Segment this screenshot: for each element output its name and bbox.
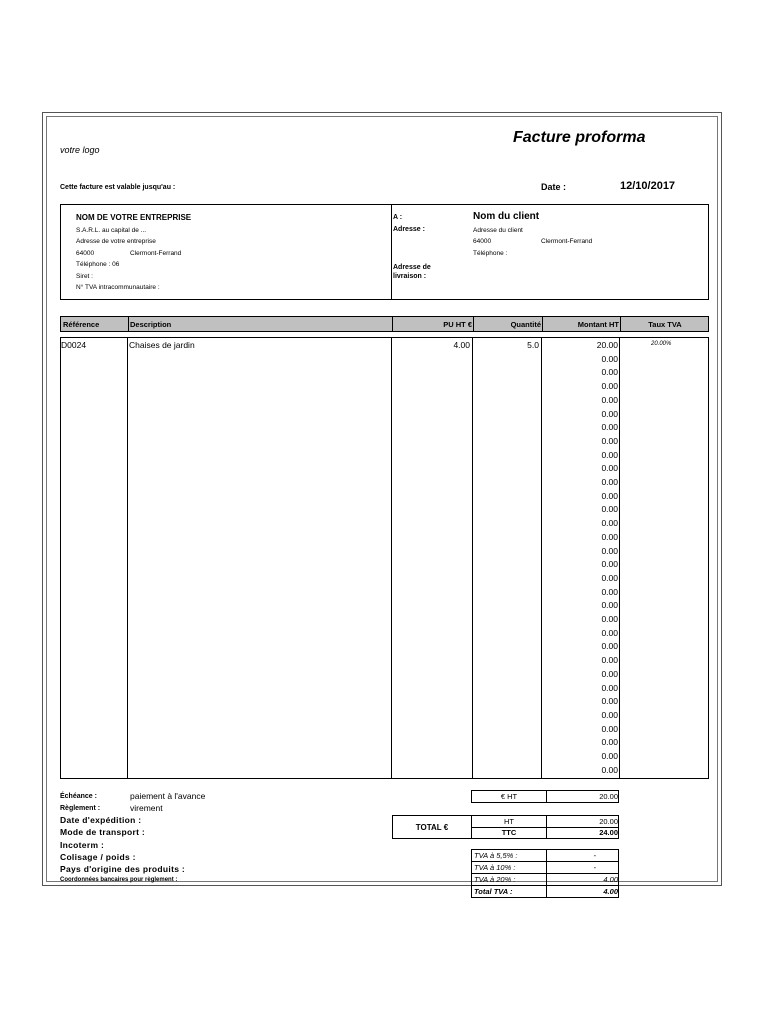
amount-cell: 0.00 [601, 600, 618, 611]
vat-20-label: TVA à 20% : [474, 875, 516, 884]
amount-cell: 0.00 [601, 518, 618, 529]
colisage-label: Colisage / poids : [60, 852, 136, 862]
amount-cell: 0.00 [601, 490, 618, 501]
client-a-label: A : [393, 214, 403, 221]
total-ht-label: HT [504, 817, 514, 826]
company-capital: S.A.R.L. au capital de ... [76, 227, 147, 234]
company-vat-number: N° TVA intracommunautaire : [76, 284, 160, 291]
transport-label: Mode de transport : [60, 827, 146, 837]
client-address: Adresse du client [473, 227, 523, 234]
reglement-label: Règlement : [60, 805, 101, 812]
total-vat-value: 4.00 [603, 887, 618, 896]
amount-cell: 0.00 [601, 504, 618, 515]
amount-cell: 0.00 [601, 394, 618, 405]
header-reference: Référence [63, 320, 100, 329]
invoice-title: Facture proforma [513, 129, 646, 146]
incoterm-label: Incoterm : [60, 840, 105, 850]
amount-cell: 0.00 [601, 531, 618, 542]
ht-summary-box [471, 790, 619, 803]
header-amount: Montant HT [577, 320, 619, 329]
vat-5-5-label: TVA à 5,5% : [474, 851, 518, 860]
column-divider [127, 337, 128, 779]
amount-cell: 0.00 [601, 723, 618, 734]
amount-cell: 0.00 [601, 641, 618, 652]
vat-5-5-value: - [593, 851, 596, 860]
address-divider [391, 204, 392, 300]
header-vat-rate: Taux TVA [648, 320, 682, 329]
vat-10-label: TVA à 10% : [474, 863, 516, 872]
amount-cell: 0.00 [601, 381, 618, 392]
client-postal-code: 64000 [473, 238, 492, 245]
vat-10-value: - [593, 863, 596, 872]
bank-details-label: Coordonnées bancaires pour règlement : [60, 877, 178, 883]
reglement-value: virement [130, 803, 163, 813]
amount-cell: 0.00 [601, 572, 618, 583]
amount-cell: 0.00 [601, 696, 618, 707]
amount-cell: 0.00 [601, 367, 618, 378]
company-address: Adresse de votre entreprise [76, 238, 156, 245]
client-name: Nom du client [473, 211, 540, 222]
amount-cell: 0.00 [601, 709, 618, 720]
amount-cell: 0.00 [601, 463, 618, 474]
client-city: Clermont-Ferrand [541, 238, 593, 245]
origin-label: Pays d'origine des produits : [60, 864, 186, 874]
expedition-label: Date d'expédition : [60, 815, 142, 825]
table-header [60, 316, 709, 332]
company-postal-code: 64000 [76, 250, 95, 257]
row-reference: D0024 [61, 340, 87, 350]
amount-cell: 0.00 [601, 449, 618, 460]
column-divider [541, 337, 542, 779]
total-vat-label: Total TVA : [474, 887, 513, 896]
logo-placeholder: votre logo [60, 145, 100, 155]
amount-cell: 0.00 [601, 751, 618, 761]
ttc-value: 24.00 [599, 828, 618, 837]
date-label: Date : [541, 182, 567, 192]
row-description: Chaises de jardin [129, 340, 195, 350]
total-label-box [392, 815, 472, 839]
amount-cell: 0.00 [601, 682, 618, 693]
company-city: Clermont-Ferrand [130, 250, 182, 257]
echeance-value: paiement à l'avance [130, 791, 206, 801]
row-vat-rate: 20.00% [651, 341, 672, 347]
amount-cell: 0.00 [601, 559, 618, 570]
amount-cell: 0.00 [601, 655, 618, 666]
vat-breakdown-box [471, 849, 619, 898]
ht-value: 20.00 [599, 792, 618, 801]
total-box [471, 815, 619, 839]
amount-cell: 0.00 [601, 477, 618, 487]
client-address-label: Adresse : [393, 226, 425, 233]
header-unit-price: PU HT € [443, 320, 472, 329]
shipping-address-label: Adresse de livraison : [393, 264, 431, 280]
amount-cell: 0.00 [601, 408, 618, 419]
amount-cell: 0.00 [601, 435, 618, 446]
total-label: TOTAL € [415, 823, 449, 832]
company-phone: Téléphone : 06 [76, 261, 120, 268]
amount-cell: 0.00 [601, 422, 618, 433]
amount-cell: 0.00 [601, 627, 618, 638]
client-phone: Téléphone : [473, 250, 508, 257]
ttc-label: TTC [501, 828, 517, 837]
amount-cell: 0.00 [601, 737, 618, 748]
column-divider [391, 337, 392, 779]
row-unit-price: 4.00 [453, 340, 470, 350]
amount-cell: 0.00 [601, 764, 618, 775]
company-siret: Siret : [76, 273, 93, 280]
header-quantity: Quantité [510, 320, 541, 329]
amount-cell: 0.00 [601, 668, 618, 679]
echeance-label: Échéance : [60, 793, 97, 800]
amount-cell: 0.00 [601, 353, 618, 364]
amount-cell: 20.00 [596, 340, 618, 350]
company-name: NOM DE VOTRE ENTREPRISE [76, 213, 192, 222]
validity-label: Cette facture est valable jusqu'au : [60, 184, 176, 191]
total-ht-value: 20.00 [599, 817, 618, 826]
amount-cell: 0.00 [601, 614, 618, 624]
amount-cell: 0.00 [601, 545, 618, 556]
date-value: 12/10/2017 [620, 180, 676, 192]
vat-20-value: 4.00 [603, 875, 618, 884]
column-divider [619, 337, 620, 779]
ht-label: € HT [500, 792, 518, 801]
row-quantity: 5.0 [527, 340, 539, 350]
column-divider [472, 337, 473, 779]
amount-cell: 0.00 [601, 586, 618, 597]
header-description: Description [130, 320, 172, 329]
